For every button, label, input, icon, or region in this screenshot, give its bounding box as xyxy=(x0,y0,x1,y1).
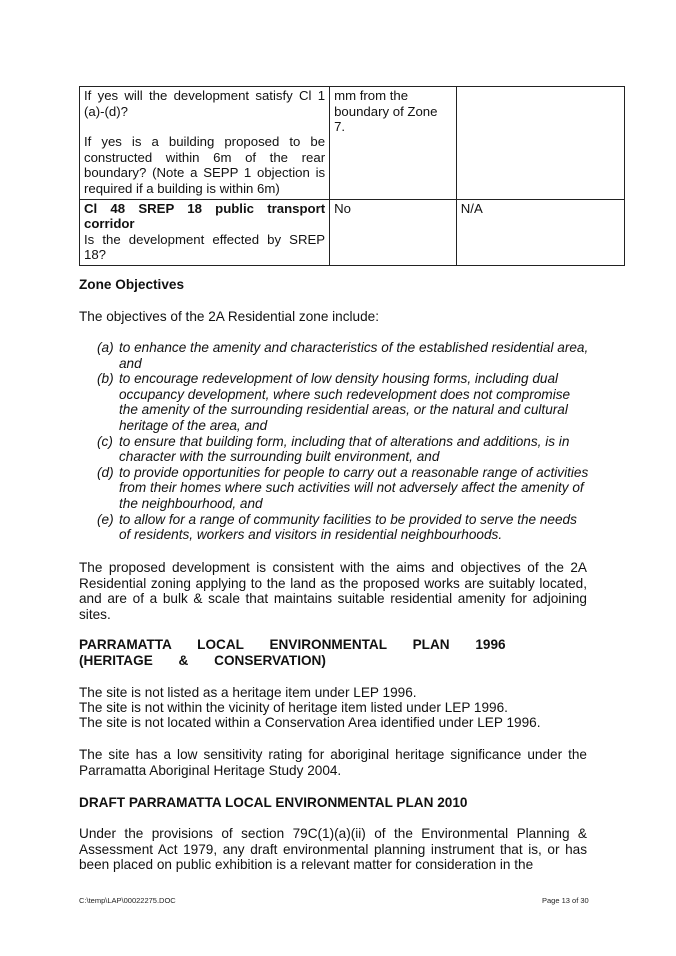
footer-file-path: C:\temp\LAP\00022275.DOC xyxy=(79,896,176,905)
list-label: (a) xyxy=(97,340,114,355)
list-item xyxy=(97,434,591,465)
lep1996-line: The site is not located within a Conservation Area identified under LEP 1996. xyxy=(79,715,541,730)
lep1996-heading: PARRAMATTA LOCAL ENVIRONMENTAL PLAN 1996 (HERITAGE & CONSERVATION) xyxy=(79,637,506,668)
footer-page-number: Page 13 of 30 xyxy=(542,896,589,905)
list-text: to encourage redevelopment of low density housing forms, including dual occupancy development, where such redevelopment does not compromise the amenity of the surrounding residential areas, or the natural and cultural heritage of the area, and xyxy=(119,371,571,433)
lep1996-line: The site is not within the vicinity of heritage item listed under LEP 1996. xyxy=(79,700,508,715)
cell-text: If yes is a building proposed to be constructed within 6m of the rear boundary? (Note a SEPP 1 objection is required if a building is within 6m) xyxy=(84,134,326,196)
table-cell: No xyxy=(330,199,457,265)
list-item xyxy=(97,512,591,543)
zone-intro: The objectives of the 2A Residential zone include: xyxy=(79,309,380,324)
list-label: (e) xyxy=(97,511,114,527)
draft-lep-paragraph: Under the provisions of section 79C(1)(a)(ii) of the Environmental Planning & Assessment Act 1979, any draft environmental planning instrument that is, or has been placed on public exhibition is a relevant matter for consideration in the xyxy=(79,826,587,873)
list-item xyxy=(97,465,591,512)
cell-heading: Cl 48 SREP 18 public transport corridor xyxy=(84,200,326,232)
zone-objectives-heading: Zone Objectives xyxy=(79,277,185,292)
table-row xyxy=(80,199,625,265)
list-label: (c) xyxy=(97,433,113,449)
list-item xyxy=(97,340,591,371)
table-cell xyxy=(456,87,624,200)
draft-lep-heading: DRAFT PARRAMATTA LOCAL ENVIRONMENTAL PLAN 2010 xyxy=(79,795,468,810)
zone-conclusion: The proposed development is consistent with the aims and objectives of the 2A Residential zoning applying to the land as the proposed works are suitably located, and are of a bulk & scale that maintains suitable residential amenity for adjoining sites. xyxy=(79,560,587,622)
objectives-list xyxy=(97,340,591,543)
table-cell: N/A xyxy=(456,199,624,265)
lep1996-line: The site is not listed as a heritage item under LEP 1996. xyxy=(79,685,417,700)
list-text: to ensure that building form, including that of alterations and additions, is in character with the surrounding built environment, and xyxy=(119,433,570,465)
cell-text: Is the development effected by SREP 18? xyxy=(84,231,326,263)
table-cell: mm from the boundary of Zone 7. xyxy=(330,87,457,200)
list-label: (d) xyxy=(97,464,114,480)
lep1996-paragraph: The site has a low sensitivity rating for aboriginal heritage significance under the Parramatta Aboriginal Heritage Study 2004. xyxy=(79,747,587,778)
list-item xyxy=(97,371,591,433)
list-text: to allow for a range of community facilities to be provided to serve the needs of residents, workers and visitors in residential neighbourhoods. xyxy=(119,511,577,543)
list-text: to provide opportunities for people to carry out a reasonable range of activities from their homes where such activities will not adversely affect the amenity of the neighbourhood, and xyxy=(119,464,589,511)
list-label: (b) xyxy=(97,371,114,387)
table-row xyxy=(80,87,625,200)
table-cell xyxy=(80,199,330,265)
cell-text: If yes will the development satisfy Cl 1 (a)-(d)? xyxy=(84,88,326,119)
list-text: to enhance the amenity and characteristics of the established residential area, and xyxy=(119,340,589,371)
table-cell xyxy=(80,87,330,200)
assessment-table xyxy=(79,86,625,266)
